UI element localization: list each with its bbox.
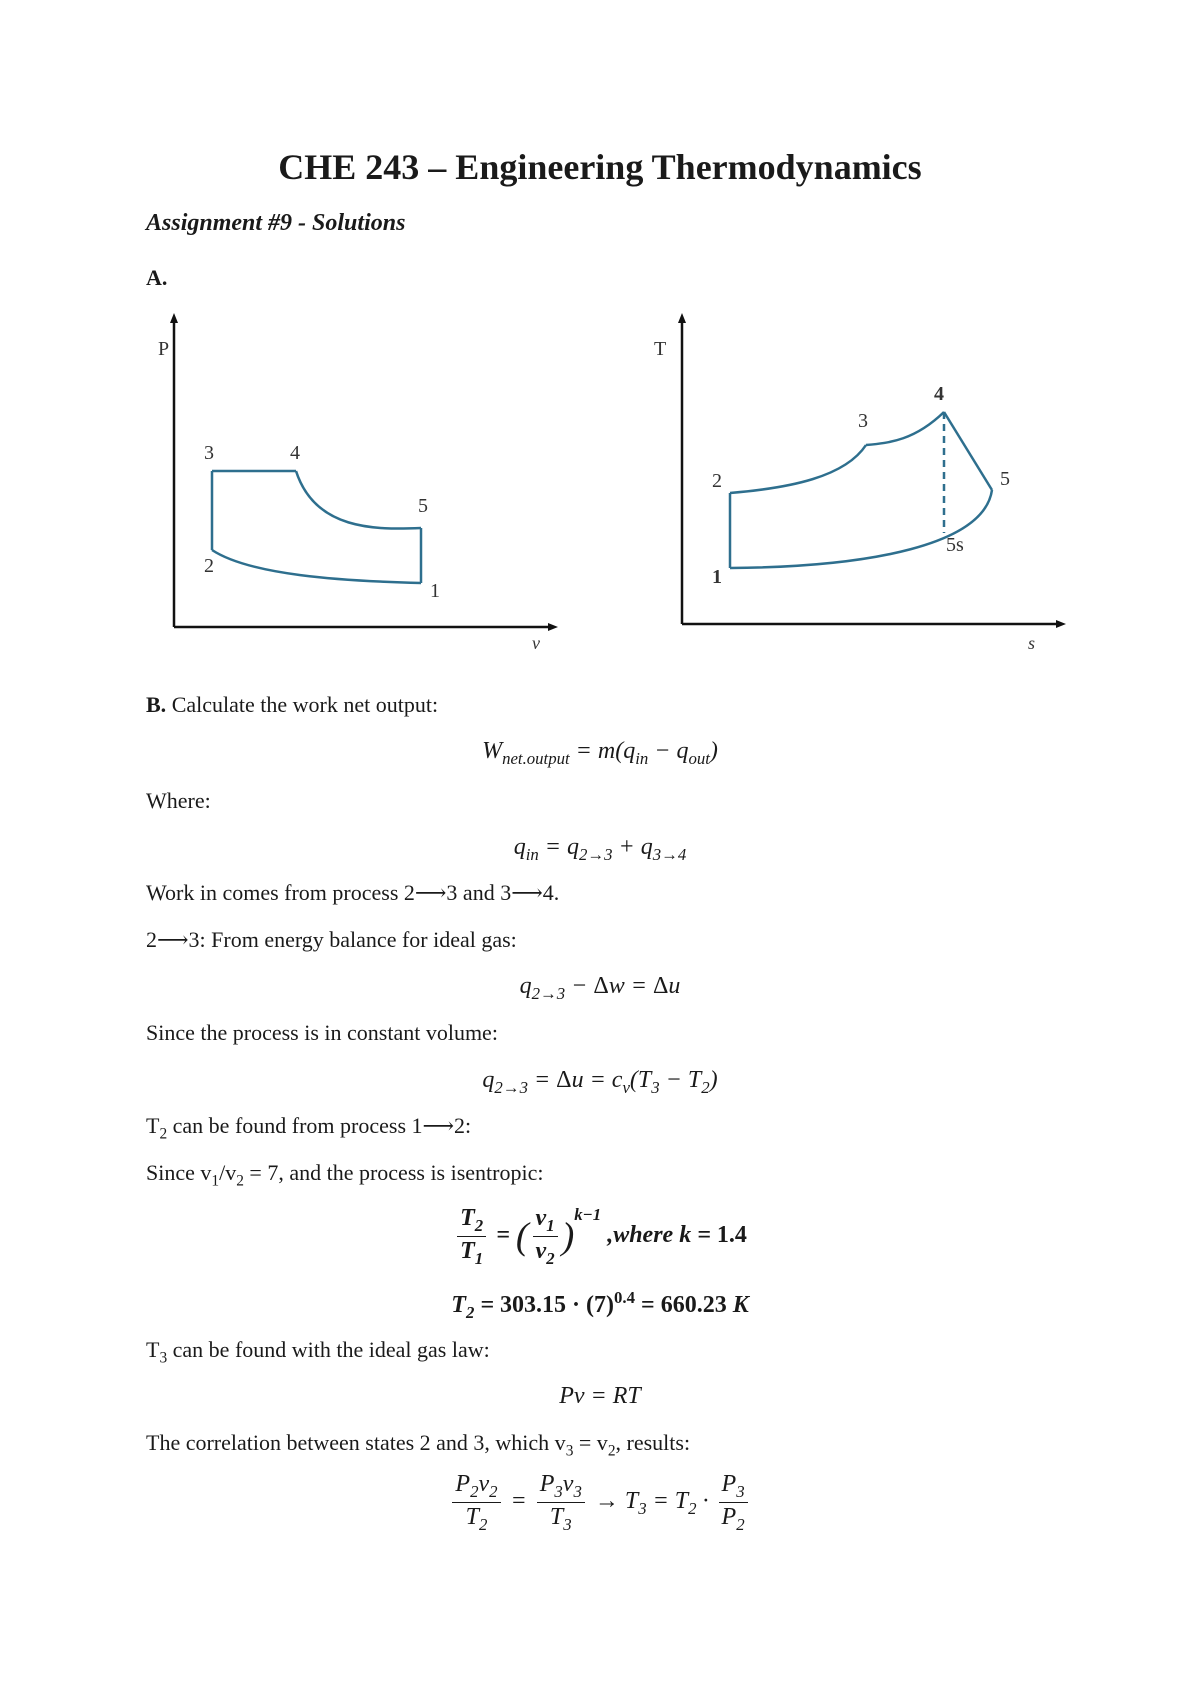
ts-y-axis-label: T [654, 338, 667, 360]
ts-process-4-5 [944, 412, 992, 490]
equation-t2-value: $T_2 = 303.15 \cdot (7)^{0.4} = 660.23$ K [451, 1288, 749, 1322]
ts-state-3-label: 3 [858, 410, 868, 432]
para-where: Where: [146, 788, 211, 813]
equation-isentropic: $\frac{T_2}{T_1}$ = ( $\frac{v_1}{v_2}$ )$^{k-1}$ ,where k = 1.4 [0, 1204, 1200, 1269]
ratio-text-b: /v [219, 1160, 237, 1185]
eq-out-sub: out [688, 748, 710, 768]
eq-minus: − q [648, 738, 689, 764]
eq-w-symbol: W [482, 738, 503, 764]
equation-w-net [0, 738, 1200, 769]
para-ratio [146, 1160, 544, 1190]
eq-close: ) [709, 738, 718, 764]
t2-text-a: T [146, 1113, 160, 1138]
section-b-intro [146, 692, 438, 718]
ts-x-axis-label: s [1028, 633, 1036, 653]
equation-energy-balance: $q_{2\to 3} - \Delta w = \Delta u$ [519, 973, 681, 1003]
equation-q-in: $q_{in} = q_{2\to 3} + q_{3\to 4}$ [513, 834, 687, 864]
para-t2-found [146, 1113, 471, 1143]
ts-state-5s-label: 5s [946, 534, 964, 556]
ts-state-4-label: 4 [934, 383, 944, 405]
pv-state-1-label: 1 [430, 580, 440, 602]
document-subtitle: Assignment #9 - Solutions [146, 210, 406, 236]
pv-state-4-label: 4 [290, 442, 300, 464]
pv-diagram [150, 305, 570, 665]
eq-in-sub: in [635, 748, 649, 768]
eq-w-sub: net.output [502, 748, 570, 768]
ts-diagram [650, 305, 1070, 665]
pv-cycle [212, 471, 421, 583]
t3-text-b: can be found with the ideal gas law: [167, 1337, 490, 1362]
t2-text-b: can be found from process 1⟶2: [167, 1113, 472, 1138]
t2-sub: 2 [159, 1125, 168, 1143]
para-correlation [146, 1430, 690, 1460]
corr-sub-1: 3 [565, 1442, 574, 1460]
pv-process-4-5 [296, 471, 421, 529]
ratio-text-c: = 7, and the process is isentropic: [243, 1160, 544, 1185]
section-b-label: B. [146, 692, 167, 717]
eq-w-rhs: = m(q [569, 738, 636, 764]
ts-state-2-label: 2 [712, 470, 722, 492]
corr-text-b: = v [573, 1430, 608, 1455]
equation-ideal-gas: Pv = RT [559, 1383, 641, 1409]
ratio-text-a: Since v [146, 1160, 212, 1185]
ratio-sub-1: 1 [211, 1172, 220, 1190]
ts-state-1-label: 1 [712, 566, 722, 588]
equation-const-volume: $q_{2\to 3} = \Delta u = c_v(T_3 - T_2)$ [482, 1067, 718, 1097]
pv-x-axis-label: v [532, 633, 540, 653]
corr-text-c: , results: [615, 1430, 691, 1455]
pv-y-axis-label: P [158, 338, 170, 360]
para-const-volume: Since the process is in constant volume: [146, 1020, 498, 1045]
t3-text-a: T [146, 1337, 160, 1362]
pv-process-1-2 [212, 550, 421, 583]
corr-text-a: The correlation between states 2 and 3, which v [146, 1430, 566, 1455]
t3-sub: 3 [159, 1349, 168, 1367]
ratio-sub-2: 2 [236, 1172, 244, 1190]
ts-process-2-3 [730, 445, 866, 493]
para-t3-found [146, 1337, 490, 1367]
section-b-text: Calculate the work net output: [166, 692, 439, 717]
corr-sub-2: 2 [607, 1442, 616, 1460]
pv-state-2-label: 2 [204, 555, 214, 577]
ts-process-5-1 [730, 490, 992, 568]
document-title: CHE 243 – Engineering Thermodynamics [278, 147, 922, 187]
para-step-23: 2⟶3: From energy balance for ideal gas: [146, 927, 517, 952]
pv-state-3-label: 3 [204, 442, 214, 464]
equation-correlation: $\frac{P_2v_2}{T_2}$ = $\frac{P_3v_3}{T_3}$ → $T_3 = T_2$ · $\frac{P_3}{P_2}$ [0, 1470, 1200, 1535]
para-work-in: Work in comes from process 2⟶3 and 3⟶4. [146, 880, 560, 905]
section-a-label: A. [146, 265, 168, 290]
ts-state-5-label: 5 [1000, 468, 1010, 490]
ts-process-3-4 [866, 412, 944, 445]
pv-state-5-label: 5 [418, 495, 428, 517]
